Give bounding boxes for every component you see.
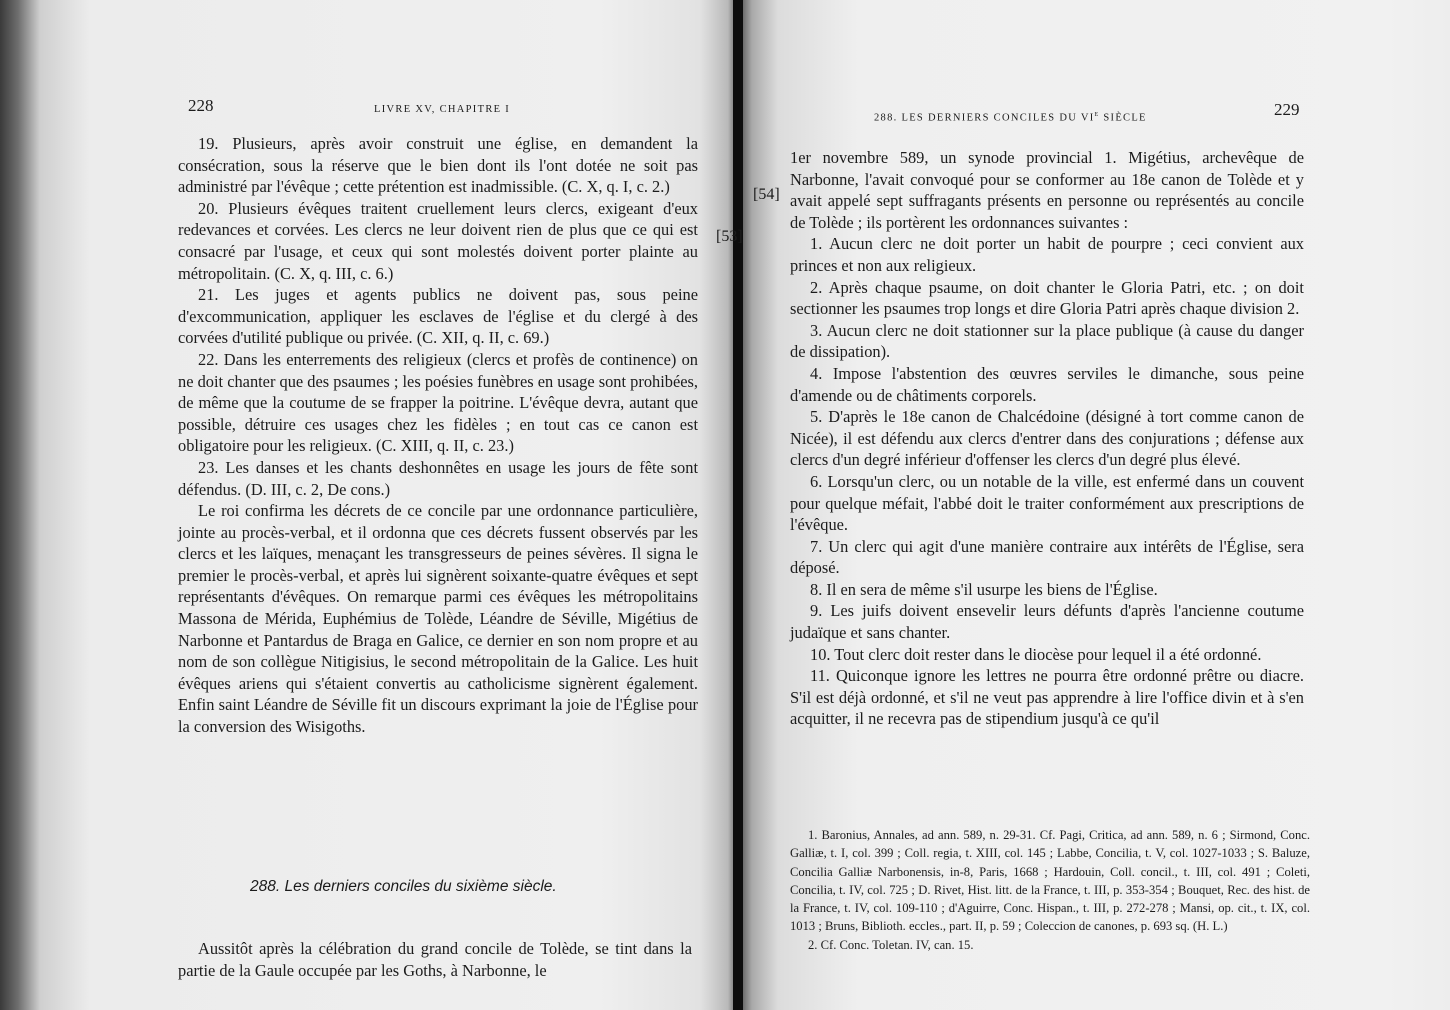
paragraph: 23. Les danses et les chants deshonnêtes en usage les jours de fête sont défendus. (D. III, c. 2, De cons.) xyxy=(178,457,698,499)
paragraph: 7. Un clerc qui agit d'une manière contraire aux intérêts de l'Église, sera déposé. xyxy=(790,536,1304,578)
right-page xyxy=(738,0,1450,1010)
paragraph: 11. Quiconque ignore les lettres ne pourra être ordonné prêtre ou diacre. S'il est déjà ordonné, et s'il ne veut pas apprendre à lire l'office divin et à s'en acquitter, il ne recevra pas de stipendium jusqu'à ce qu'il xyxy=(790,666,1304,729)
book-gutter xyxy=(733,0,743,1010)
section-title: 288. Les derniers conciles du sixième siècle. xyxy=(250,878,557,895)
paragraph: 19. Plusieurs, après avoir construit une église, en demandent la consécration, sous la réserve que le bien dont ils l'ont dotée ne soit pas administré par l'évêque ; cette prétention est inadmissible. (C. X, q. I, c. 2.) xyxy=(178,134,698,197)
left-body xyxy=(178,133,698,738)
margin-reference: [54] xyxy=(753,186,780,203)
paragraph: 9. Les juifs doivent ensevelir leurs défunts d'après l'ancienne coutume judaïque et sans chanter. xyxy=(790,601,1304,643)
paragraph: 6. Lorsqu'un clerc, ou un notable de la ville, est enfermé dans un couvent pour quelque méfait, l'abbé doit le traiter conformément aux prescriptions de l'évêque. xyxy=(790,471,1304,535)
footnotes xyxy=(790,826,1310,954)
paragraph: 21. Les juges et agents publics ne doivent pas, sous peine d'excommunication, appliquer les esclaves de l'église et du clergé à des corvées d'utilité publique ou privée. (C. XII, q. II, c. 69.) xyxy=(178,285,698,348)
right-body xyxy=(790,147,1304,730)
paragraph: 5. D'après le 18e canon de Chalcédoine (désigné à tort comme canon de Nicée), il est défendu aux clercs d'entrer dans des conjurations ; défense aux clercs d'un degré inférieur d'offenser les clercs d'un degré plus élevé. xyxy=(790,407,1304,470)
footnote: 1. Baronius, Annales, ad ann. 589, n. 29-31. Cf. Pagi, Critica, ad ann. 589, n. 6 ; Sirmond, Conc. Galliæ, t. I, col. 399 ; Coll. regia, t. XIII, col. 145 ; Labbe, Concilia, t. V, col. 1027-1033 ; S. Baluze, Concilia Galliæ Narbonensis, in-8, Paris, 1668 ; Hardouin, Coll. concil., t. III, col. 491 ; Coleti, Concilia, t. IV, col. 725 ; D. Rivet, Hist. litt. de la France, t. III, p. 353-354 ; Bouquet, Rec. des hist. de la France, t. IV, col. 109-110 ; d'Aguirre, Conc. Hispan., t. III, p. 272-278 ; Mansi, op. cit., t. IX, col. 1013 ; Bruns, Biblioth. eccles., part. II, p. 59 ; Coleccion de canones, p. 693 sq. (H. L.) xyxy=(790,828,1310,934)
running-head-left: LIVRE XV, CHAPITRE I xyxy=(374,104,511,115)
paragraph: Le roi confirma les décrets de ce concile par une ordonnance particulière, jointe au procès-verbal, et il ordonna que ces décrets fussent observés par les clercs et les laïques, menaçant les transgresseurs de peines sévères. Il signa le premier le procès-verbal, et après lui signèrent soixante-quatre évêques et sept représentants d'évêques. On remarque parmi ces évêques les métropolitains Massona de Mérida, Euphémius de Tolède, Léandre de Séville, Migétius de Narbonne et Pantardus de Braga en Galice, ce dernier en son nom propre et au nom de son collègue Nitigisius, le second métropolitain de la Galice. Les huit évêques ariens qui s'étaient convertis au catholicisme signèrent également. Enfin saint Léandre de Séville fit un discours exprimant la joie de l'Église pour la conversion des Wisigoths. xyxy=(178,501,698,737)
running-head-right: 288. LES DERNIERS CONCILES DU VIe SIÈCLE xyxy=(874,109,1147,124)
paragraph: 1. Aucun clerc ne doit porter un habit de pourpre ; ceci convient aux princes et non aux religieux. xyxy=(790,234,1304,275)
paragraph: 2. Après chaque psaume, on doit chanter le Gloria Patri, etc. ; on doit sectionner les psaumes trop longs et dire Gloria Patri après chaque division 2. xyxy=(790,277,1304,319)
page-number-right: 229 xyxy=(1274,100,1300,119)
paragraph: 22. Dans les enterrements des religieux (clercs et profès de continence) on ne doit chanter que des psaumes ; les poésies funèbres en usage sont prohibées, de même que la coutume de se frapper la poitrine. L'évêque devra, autant que possible, détruire ces usages chez les fidèles ; en tout cas ce canon est obligatoire pour les religieux. (C. XIII, q. II, c. 23.) xyxy=(178,349,698,456)
margin-reference: [53] xyxy=(716,228,743,245)
paragraph: 1er novembre 589, un synode provincial 1. Migétius, archevêque de Narbonne, l'avait convoqué pour se conformer au 18e canon de Tolède et y avait appelé sept suffragants présents en personne ou représentés au concile de Tolède ; ils portèrent les ordonnances suivantes : xyxy=(790,148,1304,232)
paragraph: 10. Tout clerc doit rester dans le diocèse pour lequel il a été ordonné. xyxy=(810,644,1262,664)
paragraph: 8. Il en sera de même s'il usurpe les biens de l'Église. xyxy=(810,579,1158,599)
paragraph: Aussitôt après la célébration du grand concile de Tolède, se tint dans la partie de la Gaule occupée par les Goths, à Narbonne, le xyxy=(178,939,692,980)
paragraph: 3. Aucun clerc ne doit stationner sur la place publique (à cause du danger de dissipation). xyxy=(790,320,1304,362)
paragraph: 4. Impose l'abstention des œuvres serviles le dimanche, sous peine d'amende ou de châtiments corporels. xyxy=(790,363,1304,405)
paragraph: 20. Plusieurs évêques traitent cruellement leurs clercs, exigeant d'eux redevances et corvées. Les clercs ne leur doivent rien de plus que ce qui est consacré par l'usage, et ceux qui sont molestés doivent porter plainte au métropolitain. (C. X, q. III, c. 6.) xyxy=(178,198,698,283)
left-body-after-title xyxy=(178,938,692,981)
page-number-left: 228 xyxy=(188,96,214,115)
footnote: 2. Cf. Conc. Toletan. IV, can. 15. xyxy=(808,937,974,952)
